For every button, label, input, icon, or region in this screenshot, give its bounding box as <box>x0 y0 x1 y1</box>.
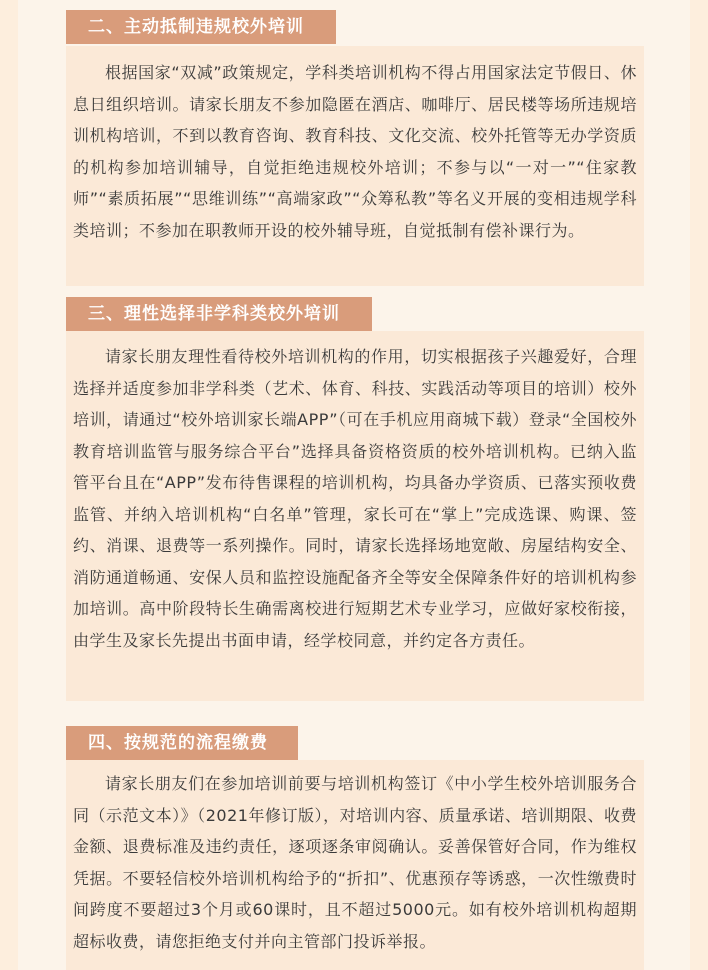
right-border-stripe <box>690 0 708 970</box>
section-heading: 四、按规范的流程缴费 <box>66 726 298 760</box>
left-border-stripe <box>0 0 18 970</box>
section-card <box>66 760 644 970</box>
section-paragraph: 请家长朋友理性看待校外培训机构的作用，切实根据孩子兴趣爱好，合理选择并适度参加非学科类（艺术、体育、科技、实践活动等项目的培训）校外培训，请通过“校外培训家长端APP”（可在手机应用商城下载）登录“全国校外教育培训监管与服务综合平台”选择具备资格资质的校外培训机构。已纳入监管平台且在“APP”发布待售课程的培训机构，均具备办学资质、已落实预收费监管、并纳入培训机构“白名单”管理，家长可在“掌上”完成选课、购课、签约、消课、退费等一系列操作。同时，请家长选择场地宽敞、房屋结构安全、消防通道畅通、安保人员和监控设施配备齐全等安全保障条件好的培训机构参加培训。高中阶段特长生确需离校进行短期艺术专业学习，应做好家校衔接，由学生及家长先提出书面申请，经学校同意，并约定各方责任。 <box>73 347 637 650</box>
section-paragraph: 请家长朋友们在参加培训前要与培训机构签订《中小学生校外培训服务合同（示范文本）》（2021年修订版），对培训内容、质量承诺、培训期限、收费金额、退费标准及违约责任，逐项逐条审阅确认。妥善保管好合同，作为维权凭据。不要轻信校外培训机构给予的“折扣”、优惠预存等诱惑，一次性缴费时间跨度不要超过3个月或60课时，且不超过5000元。如有校外培训机构超期超标收费，请您拒绝支付并向主管部门投诉举报。 <box>73 774 637 951</box>
section-card <box>66 331 644 701</box>
section-heading: 二、主动抵制违规校外培训 <box>66 10 336 44</box>
section-card <box>66 46 644 286</box>
section-paragraph: 根据国家“双减”政策规定，学科类培训机构不得占用国家法定节假日、休息日组织培训。请家长朋友不参加隐匿在酒店、咖啡厅、居民楼等场所违规培训机构培训，不到以教育咨询、教育科技、文化交流、校外托管等无办学资质的机构参加培训辅导，自觉拒绝违规校外培训；不参与以“一对一”“住家教师”“素质拓展”“思维训练”“高端家政”“众筹私教”等名义开展的变相违规学科类培训；不参加在职教师开设的校外辅导班，自觉抵制有偿补课行为。 <box>73 63 637 240</box>
section-heading: 三、理性选择非学科类校外培训 <box>66 297 372 331</box>
